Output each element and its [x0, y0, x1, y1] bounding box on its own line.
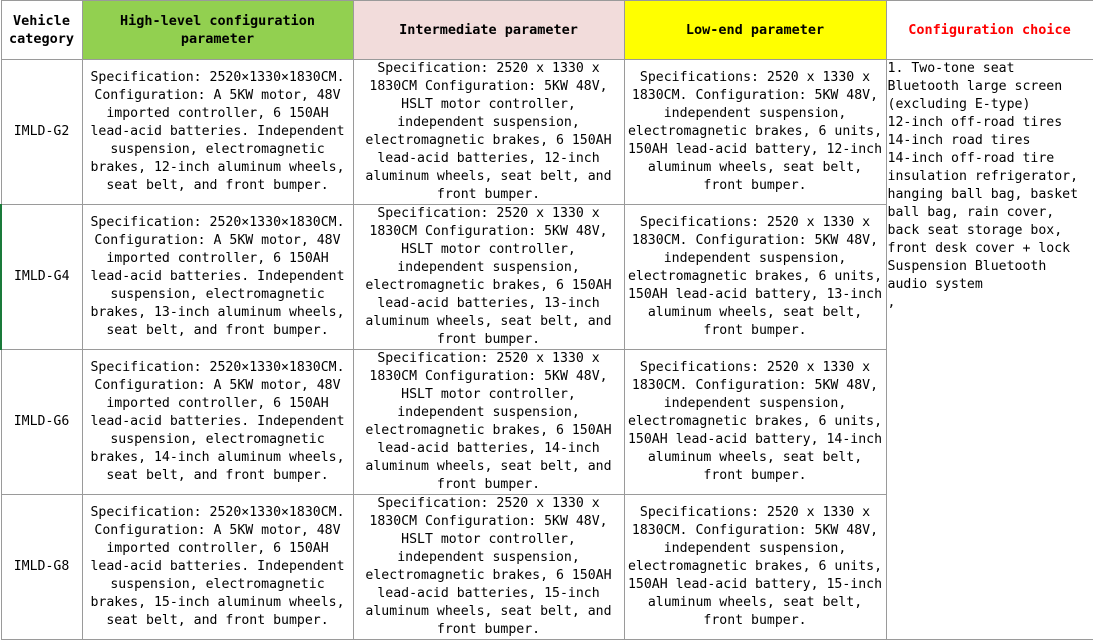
high-level-cell: Specification: 2520×1330×1830CM. Configuration: A 5KW motor, 48V imported controller, 6 150AH lead-acid batteries. Independent suspension, electromagnetic brakes, 12-inch aluminum wheels, seat belt, and front bumper.	[82, 60, 353, 205]
high-level-cell: Specification: 2520×1330×1830CM. Configuration: A 5KW motor, 48V imported controller, 6 150AH lead-acid batteries. Independent suspension, electromagnetic brakes, 13-inch aluminum wheels, seat belt, and front bumper.	[82, 205, 353, 350]
intermediate-cell: Specification: 2520 x 1330 x 1830CM Configuration: 5KW 48V, HSLT motor controller, independent suspension, electromagnetic brakes, 6 150AH lead-acid batteries, 12-inch aluminum wheels, seat belt, and front bumper.	[353, 60, 624, 205]
configuration-choice-cell: 1. Two-tone seat Bluetooth large screen (excluding E-type) 12-inch off-road tires 14-inch road tires 14-inch off-road tire insulation refrigerator, hanging ball bag, basket ball bag, rain cover, back seat storage box, front desk cover + lock Suspension Bluetooth audio system ,	[886, 60, 1093, 640]
vehicle-category-cell: IMLD-G2	[1, 60, 82, 205]
header-vehicle-category: Vehicle category	[1, 1, 82, 60]
header-row	[1, 1, 1093, 60]
table-row	[1, 60, 1093, 205]
low-end-cell: Specifications: 2520 x 1330 x 1830CM. Configuration: 5KW 48V, independent suspension, electromagnetic brakes, 6 units, 150AH lead-acid battery, 12-inch aluminum wheels, seat belt, front bumper.	[624, 60, 886, 205]
header-intermediate: Intermediate parameter	[353, 1, 624, 60]
intermediate-cell: Specification: 2520 x 1330 x 1830CM Configuration: 5KW 48V, HSLT motor controller, independent suspension, electromagnetic brakes, 6 150AH lead-acid batteries, 13-inch aluminum wheels, seat belt, and front bumper.	[353, 205, 624, 350]
header-configuration-choice: Configuration choice	[886, 1, 1093, 60]
high-level-cell: Specification: 2520×1330×1830CM. Configuration: A 5KW motor, 48V imported controller, 6 150AH lead-acid batteries. Independent suspension, electromagnetic brakes, 15-inch aluminum wheels, seat belt, and front bumper.	[82, 495, 353, 640]
low-end-cell: Specifications: 2520 x 1330 x 1830CM. Configuration: 5KW 48V, independent suspension, electromagnetic brakes, 6 units, 150AH lead-acid battery, 15-inch aluminum wheels, seat belt, front bumper.	[624, 495, 886, 640]
intermediate-cell: Specification: 2520 x 1330 x 1830CM Configuration: 5KW 48V, HSLT motor controller, independent suspension, electromagnetic brakes, 6 150AH lead-acid batteries, 15-inch aluminum wheels, seat belt, and front bumper.	[353, 495, 624, 640]
vehicle-category-cell: IMLD-G8	[1, 495, 82, 640]
high-level-cell: Specification: 2520×1330×1830CM. Configuration: A 5KW motor, 48V imported controller, 6 150AH lead-acid batteries. Independent suspension, electromagnetic brakes, 14-inch aluminum wheels, seat belt, and front bumper.	[82, 350, 353, 495]
low-end-cell: Specifications: 2520 x 1330 x 1830CM. Configuration: 5KW 48V, independent suspension, electromagnetic brakes, 6 units, 150AH lead-acid battery, 13-inch aluminum wheels, seat belt, front bumper.	[624, 205, 886, 350]
low-end-cell: Specifications: 2520 x 1330 x 1830CM. Configuration: 5KW 48V, independent suspension, electromagnetic brakes, 6 units, 150AH lead-acid battery, 14-inch aluminum wheels, seat belt, front bumper.	[624, 350, 886, 495]
vehicle-category-cell: IMLD-G6	[1, 350, 82, 495]
header-high-level: High-level configuration parameter	[82, 1, 353, 60]
vehicle-category-cell: IMLD-G4	[1, 205, 82, 350]
header-low-end: Low-end parameter	[624, 1, 886, 60]
intermediate-cell: Specification: 2520 x 1330 x 1830CM Configuration: 5KW 48V, HSLT motor controller, independent suspension, electromagnetic brakes, 6 150AH lead-acid batteries, 14-inch aluminum wheels, seat belt, and front bumper.	[353, 350, 624, 495]
